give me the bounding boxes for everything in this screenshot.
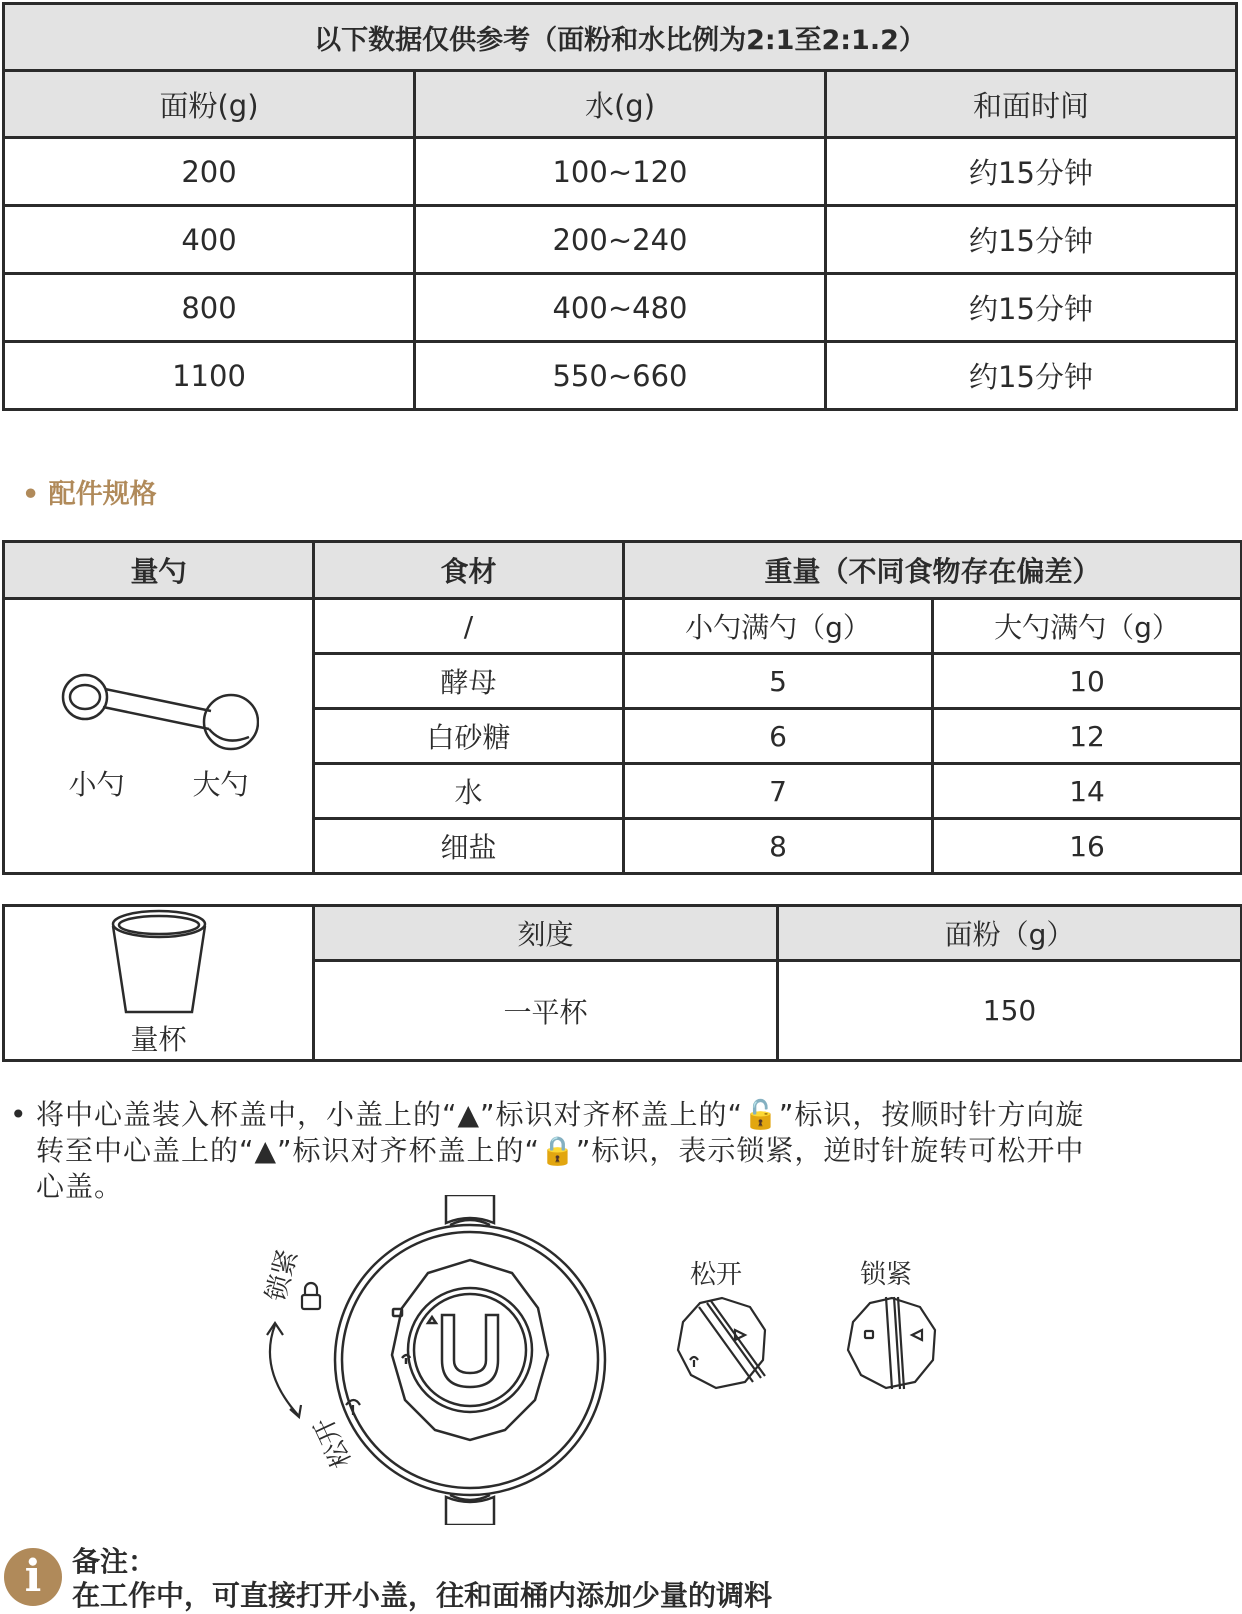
spoon-spec-table (2, 540, 1242, 875)
header-scale: 刻度 (314, 906, 778, 961)
dial-lock-label: 锁紧 (860, 1260, 913, 1290)
cell-flour: 1100 (4, 342, 415, 410)
dial-unlock-label: 松开 (690, 1260, 743, 1290)
cell-scale: 一平杯 (314, 961, 778, 1061)
measuring-cup-icon (104, 908, 214, 1018)
instruction-line: 转至中心盖上的“▲”标识对齐杯盖上的“🔒”标识，表示锁紧，逆时针旋转可松开中 (36, 1134, 1085, 1167)
header-flour: 面粉(g) (4, 71, 415, 138)
cell-flour: 400 (4, 206, 415, 274)
subheader-small-spoon: 小勺满勺（g） (624, 599, 933, 654)
cell-water: 400~480 (415, 274, 826, 342)
cell-ingredient: 白砂糖 (314, 709, 624, 764)
lock-dial-icon (848, 1297, 935, 1389)
table-row (4, 206, 1237, 274)
cell-water: 550~660 (415, 342, 826, 410)
cell-small: 7 (624, 764, 933, 819)
subheader-ingredient: / (314, 599, 624, 654)
cell-small: 5 (624, 654, 933, 709)
dough-ratio-table (2, 2, 1238, 411)
header-spoon: 量勺 (4, 542, 314, 599)
cell-time: 约15分钟 (826, 138, 1237, 206)
cell-large: 16 (933, 819, 1242, 874)
cell-small: 6 (624, 709, 933, 764)
subheader-large-spoon: 大勺满勺（g） (933, 599, 1242, 654)
cell-ingredient: 水 (314, 764, 624, 819)
cell-water: 100~120 (415, 138, 826, 206)
unlock-dial-icon (678, 1298, 765, 1388)
accessory-section-title: • 配件规格 (22, 479, 157, 510)
cell-small: 8 (624, 819, 933, 874)
instruction-bullet: • (10, 1098, 27, 1131)
cell-large: 14 (933, 764, 1242, 819)
cell-time: 约15分钟 (826, 274, 1237, 342)
cup-illustration-cell (4, 906, 314, 1061)
spoon-illustration-cell (4, 599, 314, 874)
remark-title: 备注： (72, 1545, 157, 1578)
cup-spec-table (2, 904, 1242, 1062)
diagram-unlock-label: 松开 (308, 1412, 358, 1473)
lid-diagram (250, 1195, 970, 1525)
diagram-lock-label: 锁紧 (261, 1246, 304, 1305)
header-time: 和面时间 (826, 71, 1237, 138)
cell-flour: 800 (4, 274, 415, 342)
info-icon: i (4, 1548, 62, 1606)
header-water: 水(g) (415, 71, 826, 138)
cell-time: 约15分钟 (826, 206, 1237, 274)
cell-flour: 200 (4, 138, 415, 206)
small-spoon-label: 小勺 (68, 768, 125, 801)
instruction-line: 心盖。 (36, 1170, 124, 1203)
cell-ingredient: 酵母 (314, 654, 624, 709)
header-flour-weight: 面粉（g） (778, 906, 1242, 961)
table-row (4, 274, 1237, 342)
large-spoon-label: 大勺 (192, 768, 249, 801)
cell-flour-weight: 150 (778, 961, 1242, 1061)
cell-large: 12 (933, 709, 1242, 764)
instruction-text (36, 1097, 1216, 1205)
instruction-line: 将中心盖装入杯盖中，小盖上的“▲”标识对齐杯盖上的“🔓”标识，按顺时针方向旋 (36, 1098, 1085, 1131)
cell-large: 10 (933, 654, 1242, 709)
cup-label: 量杯 (130, 1023, 187, 1056)
table-row (4, 342, 1237, 410)
header-ingredient: 食材 (314, 542, 624, 599)
cell-water: 200~240 (415, 206, 826, 274)
cell-time: 约15分钟 (826, 342, 1237, 410)
measuring-spoon-icon (59, 669, 259, 759)
dough-table-title: 以下数据仅供参考（面粉和水比例为2:1至2:1.2） (4, 4, 1237, 71)
table-row (4, 138, 1237, 206)
header-weight: 重量（不同食物存在偏差） (624, 542, 1242, 599)
remark-body: 在工作中，可直接打开小盖，往和面桶内添加少量的调料 (72, 1579, 773, 1612)
cell-ingredient: 细盐 (314, 819, 624, 874)
